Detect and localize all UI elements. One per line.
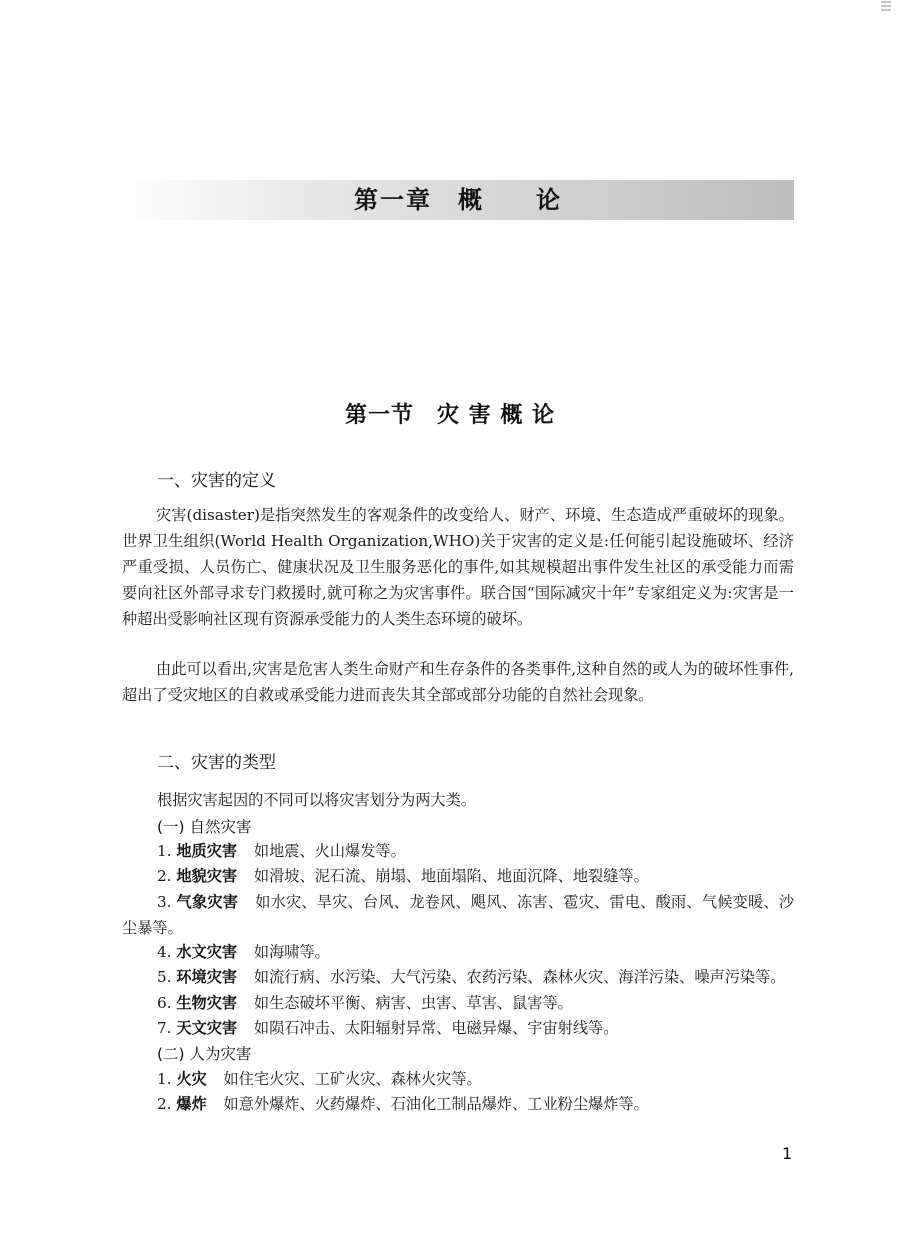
natural-item-6: 6. 生物灾害 如生态破坏平衡、病害、虫害、草害、鼠害等。: [157, 994, 573, 1012]
manmade-item-term: 火灾: [176, 1070, 207, 1088]
natural-item-term: 天文灾害: [176, 1019, 238, 1037]
manmade-item-2: 2. 爆炸 如意外爆炸、火药爆炸、石油化工制品爆炸、工业粉尘爆炸等。: [157, 1095, 649, 1113]
manmade-disaster-heading: (二) 人为灾害: [157, 1045, 252, 1063]
natural-item-2: 2. 地貌灾害 如滑坡、泥石流、崩塌、地面塌陷、地面沉降、地裂缝等。: [157, 867, 649, 885]
natural-item-term: 生物灾害: [176, 994, 238, 1012]
natural-item-3: 3. 气象灾害 如水灾、旱灾、台风、龙卷风、飓风、冻害、雹灾、雷电、酸雨、气候变暖、沙尘暴等。: [122, 893, 795, 937]
natural-item-term: 地貌灾害: [176, 867, 238, 885]
natural-item-term: 地质灾害: [176, 842, 238, 860]
corner-mark-icon: [879, 0, 893, 14]
definition-heading: 一、灾害的定义: [157, 471, 276, 491]
natural-item-term: 水文灾害: [176, 943, 238, 961]
section-title: 第一节 灾 害 概 论: [345, 402, 555, 428]
chapter-title: 第一章 概 论: [354, 186, 562, 214]
natural-item-1: 1. 地质灾害 如地震、火山爆发等。: [157, 842, 406, 860]
types-heading: 二、灾害的类型: [157, 753, 276, 773]
natural-item-term: 环境灾害: [176, 968, 238, 986]
natural-item-7: 7. 天文灾害 如陨石冲击、太阳辐射异常、电磁异爆、宇宙射线等。: [157, 1019, 619, 1037]
natural-disaster-heading: (一) 自然灾害: [157, 818, 252, 836]
natural-item-term: 气象灾害: [176, 893, 239, 911]
definition-paragraph-2: 由此可以看出,灾害是危害人类生命财产和生存条件的各类事件,这种自然的或人为的破坏性事件,超出了受灾地区的自救或承受能力进而丧失其全部或部分功能的自然社会现象。: [122, 660, 794, 704]
manmade-item-1: 1. 火灾 如住宅火灾、工矿火灾、森林火灾等。: [157, 1070, 482, 1088]
types-intro: 根据灾害起因的不同可以将灾害划分为两大类。: [157, 791, 476, 809]
definition-paragraph-1: 灾害(disaster)是指突然发生的客观条件的改变给人、财产、环境、生态造成严重破坏的现象。世界卫生组织(World Health Organization,WHO)关于灾害的定义是:任何能引起设施破坏、经济严重受损、人员伤亡、健康状况及卫生服务恶化的事件,如其规模超出事件发生社区的承受能力而需要向社区外部寻求专门救援时,就可称之为灾害事件。联合国“国际减灾十年”专家组定义为:灾害是一种超出受影响社区现有资源承受能力的人类生态环境的破坏。: [122, 506, 794, 628]
natural-item-5: 5. 环境灾害 如流行病、水污染、大气污染、农药污染、森林火灾、海洋污染、噪声污染等。: [157, 968, 786, 986]
natural-item-4: 4. 水文灾害 如海啸等。: [157, 943, 330, 961]
page-number: 1: [782, 1144, 793, 1163]
manmade-item-term: 爆炸: [176, 1095, 207, 1113]
